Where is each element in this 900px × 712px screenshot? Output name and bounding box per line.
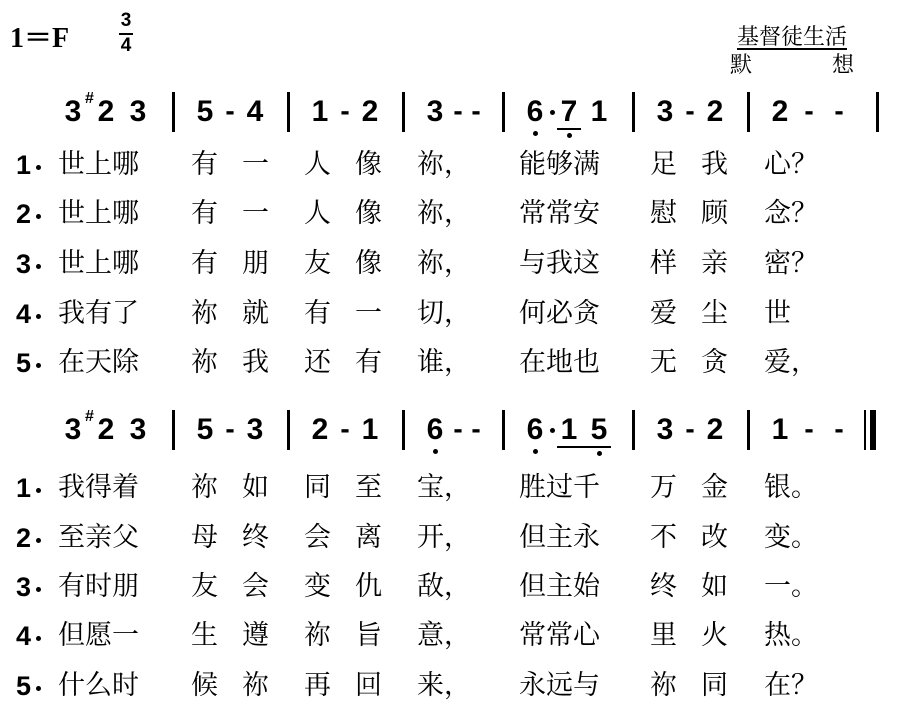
bar-line [876,92,879,132]
lyric: 银。 [764,472,818,503]
lyric: 无贪 [650,347,752,378]
bar-line [287,410,290,450]
note: 1 [590,95,608,128]
note: 3 [656,95,674,128]
lyric: 有朋 [191,248,293,279]
lower-octave-dot [597,451,602,456]
lower-octave-dot [533,449,538,454]
lyric: 变。 [764,522,818,553]
duration-dot [550,428,555,433]
lyric: 我有了 [58,298,139,329]
note: 6 [526,413,544,446]
lyric: 祢就 [191,298,293,329]
lyric: 有一 [191,149,293,180]
lyric: 人像 [304,149,406,180]
note: 3 [64,413,82,446]
note: 6 [426,413,444,446]
lyric: 心？ [764,149,818,180]
lyric: 人像 [304,198,406,229]
lyric: 胜过千 [519,472,600,503]
lyric: 候祢 [191,670,293,701]
lyric: 友像 [304,248,406,279]
lyric: 祢， [417,248,471,279]
verse-number: 4 [16,299,32,329]
lyric: 但愿一 [58,620,139,651]
verse-dot [36,363,41,368]
lyric: 什么时 [58,670,139,701]
lyric: 爱尘 [650,298,752,329]
verse-number: 3 [16,249,32,279]
lyric: 我得着 [58,472,139,503]
lyric: 祢如 [191,472,293,503]
lyric: 慰顾 [650,198,752,229]
lyric: 与我这 [519,248,600,279]
note: 4 [246,95,264,128]
note: 5 [590,413,608,446]
lyric: 意， [417,620,471,651]
dash: - [685,413,695,444]
lyric: 永远与 [519,670,600,701]
lyric: 有一 [191,198,293,229]
bar-line [747,92,750,132]
verse-number: 1 [16,150,32,180]
credit-author-second: 想 [832,53,855,78]
verse-number: 3 [16,572,32,602]
lyric: 有时朋 [58,571,139,602]
lyric: 同至 [304,472,406,503]
note: 5 [196,95,214,128]
lyric: 在天除 [58,347,139,378]
lyric: 再回 [304,670,406,701]
verse-number: 5 [16,348,32,378]
lyric: 常常心 [519,620,600,651]
lyric: 常常安 [519,198,600,229]
dash: - [225,413,235,444]
sharp-sign: # [85,90,94,107]
eighth-underline [557,128,581,130]
bar-line [172,92,175,132]
lyric: 还有 [304,347,406,378]
note: 3 [246,413,264,446]
note: 3 [426,95,444,128]
dash: - [804,413,814,444]
verse-number: 5 [16,671,32,701]
lyric: 念？ [764,198,818,229]
note: 3 [656,413,674,446]
lyric: 但主始 [519,571,600,602]
note: 2 [361,95,379,128]
verse-dot [36,488,41,493]
lower-octave-dot [533,131,538,136]
verse-dot [36,538,41,543]
lyric: 开， [417,522,471,553]
lyric: 足我 [650,149,752,180]
lyric: 变仇 [304,571,406,602]
verse-dot [36,636,41,641]
lyric: 祢， [417,198,471,229]
bar-line [402,92,405,132]
lyric: 生遵 [191,620,293,651]
dash: - [453,413,463,444]
bar-line [502,410,505,450]
bar-line [287,92,290,132]
dash: - [471,95,481,126]
lyric: 有一 [304,298,406,329]
lyric: 里火 [650,620,752,651]
lyric: 世上哪 [58,198,139,229]
bar-line [402,410,405,450]
lyric: 样亲 [650,248,752,279]
note: 2 [97,95,115,128]
note: 3 [129,413,147,446]
dash: - [834,95,844,126]
verse-number: 2 [16,199,32,229]
lyric: 切， [417,298,471,329]
lyric: 宝， [417,472,471,503]
verse-number: 1 [16,473,32,503]
lyric: 至亲父 [58,522,139,553]
note: 2 [97,413,115,446]
lyric: 敌， [417,571,471,602]
lyric: 祢我 [191,347,293,378]
dash: - [834,413,844,444]
dash: - [471,413,481,444]
lyric: 终如 [650,571,752,602]
note: 1 [311,95,329,128]
lyric: 一。 [764,571,818,602]
lyric: 祢， [417,149,471,180]
note: 2 [771,95,789,128]
final-bar-thin [864,410,866,450]
credit-title: 基督徒生活 [736,25,847,50]
lyric: 来， [417,670,471,701]
note: 5 [196,413,214,446]
dash: - [804,95,814,126]
lyric: 友会 [191,571,293,602]
verse-dot [36,264,41,269]
lyric: 在？ [764,670,818,701]
lower-octave-dot [433,449,438,454]
lyric: 但主永 [519,522,600,553]
lyric: 会离 [304,522,406,553]
lyric: 祢旨 [304,620,406,651]
note: 3 [64,95,82,128]
note: 2 [311,413,329,446]
verse-number: 2 [16,523,32,553]
dash: - [453,95,463,126]
verse-dot [36,214,41,219]
note: 6 [526,95,544,128]
verse-dot [36,686,41,691]
bar-line [172,410,175,450]
note: 1 [560,413,578,446]
dash: - [225,95,235,126]
lyric: 爱， [764,347,818,378]
lyric: 世上哪 [58,149,139,180]
dash: - [340,95,350,126]
lower-octave-dot [567,133,572,138]
time-signature-bottom: 4 [120,35,132,56]
bar-line [632,92,635,132]
dash: - [340,413,350,444]
lyric: 热。 [764,620,818,651]
lyric: 母终 [191,522,293,553]
time-signature-top: 3 [120,10,132,31]
note: 7 [560,95,578,128]
verse-dot [36,587,41,592]
final-bar-thick [870,410,876,450]
verse-dot [36,314,41,319]
lyric: 密？ [764,248,818,279]
lyric: 祢同 [650,670,752,701]
lyric: 世上哪 [58,248,139,279]
sharp-sign: # [85,408,94,425]
lyric: 能够满 [519,149,600,180]
lyric: 谁， [417,347,471,378]
lyric: 何必贪 [519,298,600,329]
lyric: 在地也 [519,347,600,378]
bar-line [747,410,750,450]
verse-number: 4 [16,621,32,651]
eighth-underline [557,446,611,448]
bar-line [632,410,635,450]
duration-dot [550,110,555,115]
verse-dot [36,165,41,170]
note: 1 [771,413,789,446]
note: 2 [706,413,724,446]
note: 2 [706,95,724,128]
lyric: 不改 [650,522,752,553]
credit-author-first: 默 [730,53,753,78]
note: 1 [361,413,379,446]
dash: - [685,95,695,126]
note: 3 [129,95,147,128]
lyric: 万金 [650,472,752,503]
bar-line [502,92,505,132]
lyric: 世 [764,298,791,329]
key-signature: 1＝F [10,23,70,54]
